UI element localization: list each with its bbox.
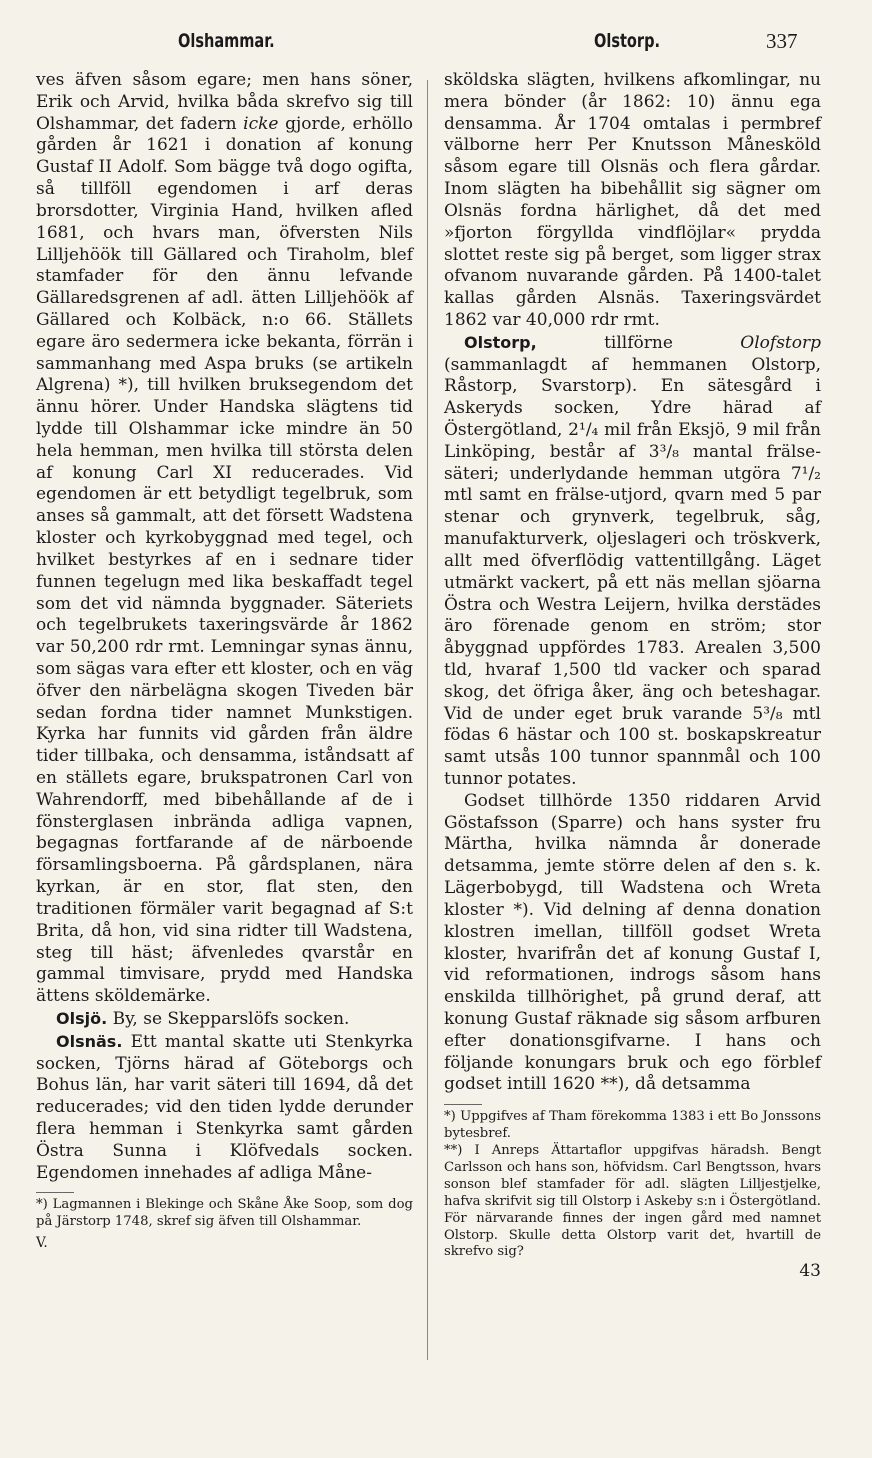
olsjo-headword: Olsjö. <box>56 1008 108 1028</box>
olshammar-paragraph: ves äfven såsom egare; men hans söner, Erik och Arvid, hvilka båda skrefvo sig till Olshammar, det fadern icke gjorde, erhöllo gården år 1621 i donation af konung Gustaf II Adolf. Som bägge två dogo ogifta, så tillföll egendomen i arf deras brorsdotter, Virginia Hand, hvilken afled 1681, och hvars man, öfversten Nils Lilljehöök till Gällared och Tiraholm, blef stamfader för den ännu lefvande Gällaredsgrenen af adl. ätten Lilljehöök af Gällared och Kolbäck, n:o 66. Ställets egare äro sedermera icke bekanta, förrän i sammanhang med Aspa bruks (se artikeln Algrena) *), till hvilken bruksegendom det ännu hörer. Under Handska slägtens tid lydde till Olshammar icke mindre än 50 hela hemman, men hvilka till största delen af konung Carl XI reducerades. Vid egendomen är ett betydligt tegelbruk, som anses så gammalt, att det försett Wadstena kloster och kyrkobyggnad med tegel, och hvilket bestyrkes af en i sednare tider funnen tegelugn med lika beskaffadt tegel som det vid nämnda byggnader. Säteriets och tegelbrukets taxeringsvärde år 1862 var 50,200 rdr rmt. Lemningar synas ännu, som sägas vara efter ett kloster, och en väg öfver den närbelägna skogen Tiveden bär sedan fordna tider namnet Munkstigen. Kyrka har funnits vid gården från äldre tider tillbaka, och densamma, iståndsatt af en ställets egare, brukspatronen Carl von Wahrendorff, med bibehållande af de i fönsterglasen inbrända adliga vapnen, begagnas fortfarande af de närboende församlingsboerna. På gårdsplanen, nära kyrkan, är en stor, flat sten, den traditionen förmäler varit begagnad af S:t Brita, då hon, vid sina ridter till Wadstena, steg till häst; äfvenledes qvarstår en gammal timvisare, prydd med Handska ättens sköldemärke. <box>36 70 413 1007</box>
olstorp-history: Godset tillhörde 1350 riddaren Arvid Göstafsson (Sparre) och hans syster fru Märtha, hvilka nämnda år donerade detsamma, jemte större delen af den s. k. Lägerbobygd, till Wadstena och Wreta kloster *). Vid delning af denna donation klostren imellan, tillföll godset Wreta kloster, hvarifrån det af konung Gustaf I, vid reformationen, indrogs såsom hans enskilda tillhörighet, på grund deraf, att konung Gustaf räknade sig såsom arfburen efter donationsgifvarne. I hans och följande konungars bruk och ego förblef godset intill 1620 **), då detsamma <box>444 790 821 1095</box>
footnote: *) Lagmannen i Blekinge och Skåne Åke Soop, som dog på Järstorp 1748, skref sig äfven till Olshammar. <box>36 1197 413 1230</box>
right-column <box>444 70 821 1281</box>
page-number: 337 <box>766 29 798 53</box>
footnotes <box>444 1109 821 1261</box>
footnote-rule <box>36 1192 74 1193</box>
signature-mark: V. <box>36 1235 48 1252</box>
footnote-2: **) I Anreps Ättartaflor uppgifvas häradsh. Bengt Carlsson och hans son, höfvidsm. Carl Bengtsson, hvars sonson blef stamfader för adl. slägten Lilljestjelke, hafva skrifvit sig till Olstorp i Askeby s:n i Östergötland. För närvarande finnes der ingen gård med namnet Olstorp. Skulle detta Olstorp varit det, hvartill de skrefvo sig? <box>444 1143 821 1260</box>
olstorp-entry: Olstorp, tillförne Olofstorp (sammanlagdt af hemmanen Olstorp, Råstorp, Svarstorp). En sätesgård i Askeryds socken, Ydre härad af Östergötland, 2¹/₄ mil från Eksjö, 9 mil från Linköping, består af 3³/₈ mantal frälse-säteri; underlydande hemman utgöra 7¹/₂ mtl samt en frälse-utjord, qvarn med 5 par stenar och grynverk, tegelbruk, såg, manufakturverk, oljeslageri och tröskverk, allt med öfverflödig vattentillgång. Läget utmärkt vackert, på ett näs mellan sjöarna Östra och Westra Leijern, hvilka derstädes äro förenade genom en ström; stor åbyggnad uppfördes 1783. Arealen 3,500 tld, hvaraf 1,500 tld vacker och sparad skog, det öfriga åker, äng och beteshagar. Vid de under eget bruk varande 5³/₈ mtl födas 6 hästar och 100 st. boskapskreatur samt utsås 100 tunnor spannmål och 100 tunnor potates. <box>444 332 821 789</box>
olsnas-headword: Olsnäs. <box>56 1031 123 1051</box>
footnote-1: *) Uppgifves af Tham förekomma 1383 i ett Bo Jonssons bytesbref. <box>444 1109 821 1142</box>
column-divider <box>427 80 428 1360</box>
olsnas-entry: Olsnäs. Ett mantal skatte uti Stenkyrka socken, Tjörns härad af Göteborgs och Bohus län, har varit säteri till 1694, då det reducerades; vid den tiden lydde derunder flera hemman i Stenkyrka samt gården Östra Sunna i Klöfvedals socken. Egendomen innehades af adliga Måne- <box>36 1031 413 1183</box>
footnote-rule <box>444 1104 482 1105</box>
running-head-left: Olshammar. <box>178 30 275 52</box>
olstorp-headword: Olstorp, <box>464 332 537 352</box>
signature-number: 43 <box>799 1261 821 1282</box>
running-head-right: Olstorp. <box>594 30 661 52</box>
olsjo-entry: Olsjö. By, se Skepparslöfs socken. <box>56 1008 350 1029</box>
left-column <box>36 70 413 1255</box>
olsnas-continuation: sköldska slägten, hvilkens afkomlingar, nu mera bönder (år 1862: 10) ännu ega densamma. År 1704 omtalas i permbref välborne herr Per Knutsson Månesköld såsom egare till Olsnäs och flera gårdar. Inom slägten ha bibehållit sig sägner om Olsnäs fordna härlighet, då det med »fjorton förgyllda vindflöjlar« prydda slottet reste sig på berget, som ligger strax ofvanom nuvarande gården. På 1400-talet kallas gården Alsnäs. Taxeringsvärdet 1862 var 40,000 rdr rmt. <box>444 70 821 330</box>
